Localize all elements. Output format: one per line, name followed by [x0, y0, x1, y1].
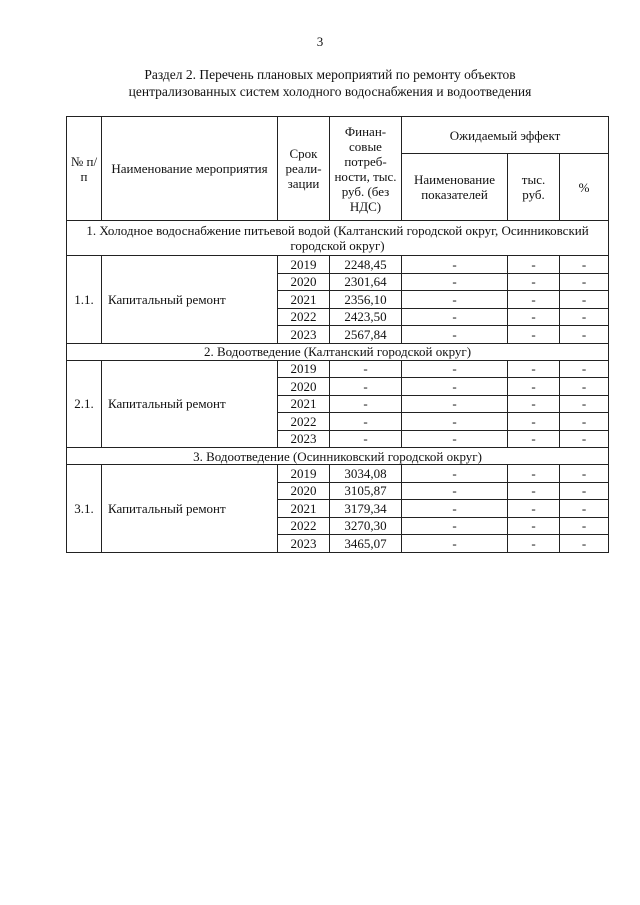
cell-finance: -: [330, 395, 402, 413]
cell-year: 2023: [278, 430, 330, 448]
cell-finance: 3179,34: [330, 500, 402, 518]
cell-indicator: -: [402, 308, 508, 326]
cell-percent: -: [560, 308, 609, 326]
cell-indicator: -: [402, 535, 508, 553]
header-finance: Финан-совые потреб-ности, тыс. руб. (без НДС): [330, 117, 402, 221]
cell-percent: -: [560, 465, 609, 483]
cell-finance: -: [330, 413, 402, 431]
item-name: Капитальный ремонт: [102, 360, 278, 448]
cell-percent: -: [560, 430, 609, 448]
cell-percent: -: [560, 326, 609, 344]
cell-indicator: -: [402, 430, 508, 448]
header-term: Срок реали-зации: [278, 117, 330, 221]
cell-finance: 2567,84: [330, 326, 402, 344]
item-name: Капитальный ремонт: [102, 256, 278, 344]
cell-indicator: -: [402, 360, 508, 378]
cell-percent: -: [560, 535, 609, 553]
cell-finance: 2356,10: [330, 291, 402, 309]
item-name: Капитальный ремонт: [102, 465, 278, 553]
cell-finance: 3465,07: [330, 535, 402, 553]
cell-indicator: -: [402, 500, 508, 518]
table-row: [67, 256, 609, 274]
table-row: [67, 465, 609, 483]
section-title: [70, 66, 590, 100]
cell-finance: 3105,87: [330, 482, 402, 500]
cell-thousand: -: [508, 482, 560, 500]
cell-percent: -: [560, 291, 609, 309]
cell-indicator: -: [402, 413, 508, 431]
cell-percent: -: [560, 378, 609, 396]
section-header: 3. Водоотведение (Осинниковский городской округ): [67, 448, 609, 465]
cell-thousand: -: [508, 360, 560, 378]
cell-thousand: -: [508, 326, 560, 344]
cell-percent: -: [560, 482, 609, 500]
cell-year: 2019: [278, 465, 330, 483]
cell-finance: 2248,45: [330, 256, 402, 274]
cell-finance: 2301,64: [330, 273, 402, 291]
header-indicator: Наименование показателей: [402, 154, 508, 221]
cell-thousand: -: [508, 535, 560, 553]
cell-indicator: -: [402, 517, 508, 535]
item-number: 1.1.: [67, 256, 102, 344]
header-name: Наименование мероприятия: [102, 117, 278, 221]
item-number: 3.1.: [67, 465, 102, 553]
cell-percent: -: [560, 273, 609, 291]
cell-percent: -: [560, 517, 609, 535]
section-header: 2. Водоотведение (Калтанский городской округ): [67, 343, 609, 360]
cell-finance: 2423,50: [330, 308, 402, 326]
section-header-row: [67, 343, 609, 360]
header-effect: Ожидаемый эффект: [402, 117, 609, 154]
cell-thousand: -: [508, 291, 560, 309]
cell-year: 2023: [278, 535, 330, 553]
cell-thousand: -: [508, 273, 560, 291]
cell-percent: -: [560, 395, 609, 413]
cell-percent: -: [560, 500, 609, 518]
cell-indicator: -: [402, 256, 508, 274]
cell-year: 2021: [278, 291, 330, 309]
cell-finance: 3270,30: [330, 517, 402, 535]
cell-indicator: -: [402, 273, 508, 291]
cell-year: 2022: [278, 517, 330, 535]
cell-indicator: -: [402, 378, 508, 396]
header-percent: %: [560, 154, 609, 221]
cell-year: 2023: [278, 326, 330, 344]
plan-table: [66, 116, 609, 553]
cell-thousand: -: [508, 308, 560, 326]
cell-indicator: -: [402, 482, 508, 500]
cell-percent: -: [560, 360, 609, 378]
cell-year: 2022: [278, 413, 330, 431]
cell-thousand: -: [508, 517, 560, 535]
section-header-row: [67, 448, 609, 465]
cell-indicator: -: [402, 291, 508, 309]
cell-indicator: -: [402, 395, 508, 413]
item-number: 2.1.: [67, 360, 102, 448]
cell-thousand: -: [508, 465, 560, 483]
cell-finance: -: [330, 360, 402, 378]
cell-year: 2022: [278, 308, 330, 326]
cell-year: 2021: [278, 395, 330, 413]
cell-year: 2019: [278, 256, 330, 274]
title-line-1: Раздел 2. Перечень плановых мероприятий по ремонту объектов: [144, 67, 516, 82]
header-num: № п/п: [67, 117, 102, 221]
cell-percent: -: [560, 413, 609, 431]
cell-thousand: -: [508, 378, 560, 396]
cell-indicator: -: [402, 326, 508, 344]
cell-finance: -: [330, 430, 402, 448]
cell-thousand: -: [508, 430, 560, 448]
page-number: 3: [316, 34, 324, 49]
section-header: 1. Холодное водоснабжение питьевой водой (Калтанский городской округ, Осинниковский городской округ): [67, 221, 609, 256]
cell-thousand: -: [508, 500, 560, 518]
header-thousand: тыс. руб.: [508, 154, 560, 221]
cell-year: 2021: [278, 500, 330, 518]
cell-finance: -: [330, 378, 402, 396]
cell-finance: 3034,08: [330, 465, 402, 483]
title-line-2: централизованных систем холодного водоснабжения и водоотведения: [128, 84, 532, 99]
table-row: [67, 360, 609, 378]
cell-year: 2020: [278, 273, 330, 291]
cell-percent: -: [560, 256, 609, 274]
cell-thousand: -: [508, 395, 560, 413]
cell-year: 2020: [278, 378, 330, 396]
cell-year: 2019: [278, 360, 330, 378]
cell-year: 2020: [278, 482, 330, 500]
cell-thousand: -: [508, 413, 560, 431]
cell-indicator: -: [402, 465, 508, 483]
cell-thousand: -: [508, 256, 560, 274]
section-header-row: [67, 221, 609, 256]
